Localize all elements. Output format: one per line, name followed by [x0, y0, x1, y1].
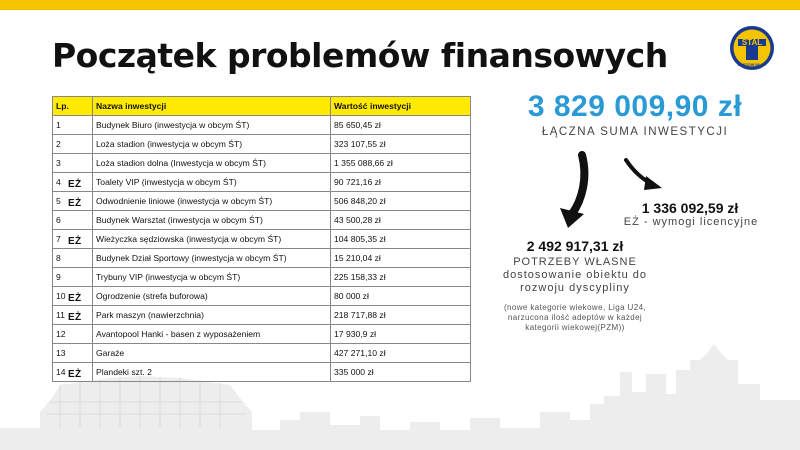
- row-value: 15 210,04 zł: [331, 249, 471, 268]
- row-lp: 12: [53, 325, 93, 344]
- ez-marker: EŻ: [68, 179, 82, 190]
- row-lp: 13: [53, 344, 93, 363]
- row-name: Park maszyn (nawierzchnia): [93, 306, 331, 325]
- own-needs-note: (nowe kategorie wiekowe, Liga U24, narzucona ilość adeptów w każdej kategorii wiekowej(PZM)): [503, 303, 647, 332]
- row-value: 104 805,35 zł: [331, 230, 471, 249]
- own-needs-amount: 2 492 917,31 zł: [526, 238, 624, 254]
- header-name: Nazwa inwestycji: [93, 97, 331, 116]
- ez-marker: EŻ: [68, 293, 82, 304]
- row-value: 17 930,9 zł: [331, 325, 471, 344]
- row-name: Budynek Warsztat (inwestycja w obcym ŚT): [93, 211, 331, 230]
- row-name: Ogrodzenie (strefa buforowa): [93, 287, 331, 306]
- row-name: Loża stadion dolna (Inwestycja w obcym ŚT): [93, 154, 331, 173]
- row-name: Trybuny VIP (inwestycja w obcym ŚT): [93, 268, 331, 287]
- ez-marker: EŻ: [68, 236, 82, 247]
- row-name: Loża stadion (inwestycja w obcym ŚT): [93, 135, 331, 154]
- row-lp: 9: [53, 268, 93, 287]
- row-name: Budynek Dział Sportowy (inwestycja w obcym ŚT): [93, 249, 331, 268]
- row-value: 43 500,28 zł: [331, 211, 471, 230]
- row-value: 323 107,55 zł: [331, 135, 471, 154]
- header-value: Wartość inwestycji: [331, 97, 471, 116]
- row-name: Budynek Biuro (inwestycja w obcym ŚT): [93, 116, 331, 135]
- logo-text-top: STAL: [741, 38, 763, 47]
- ez-marker: EŻ: [68, 198, 82, 209]
- row-value: 90 721,16 zł: [331, 173, 471, 192]
- row-value: 335 000 zł: [331, 363, 471, 382]
- arrow-down-left-head: [560, 208, 584, 228]
- row-lp: 1: [53, 116, 93, 135]
- total-investment-label: ŁĄCZNA SUMA INWESTYCJI: [541, 126, 729, 138]
- row-lp: 11 EŻ: [53, 306, 93, 325]
- row-name: Toalety VIP (inwestycja w obcym ŚT): [93, 173, 331, 192]
- row-lp: 2: [53, 135, 93, 154]
- ez-marker: EŻ: [68, 369, 82, 380]
- header-lp: Lp.: [53, 97, 93, 116]
- row-name: Wieżyczka sędziowska (inwestycja w obcym ŚT): [93, 230, 331, 249]
- ez-requirements-amount: 1 336 092,59 zł: [641, 200, 739, 216]
- row-value: 427 271,10 zł: [331, 344, 471, 363]
- ez-requirements-label: EŻ - wymogi licencyjne: [623, 216, 759, 228]
- row-name: Plandeki szt. 2: [93, 363, 331, 382]
- arrow-down-left-icon: [572, 155, 584, 214]
- row-lp: 6: [53, 211, 93, 230]
- row-lp: 8: [53, 249, 93, 268]
- row-lp: 14 EŻ: [53, 363, 93, 382]
- total-investment-amount: 3 829 009,90 zł: [527, 90, 743, 123]
- ez-marker: EŻ: [68, 312, 82, 323]
- row-value: 80 000 zł: [331, 287, 471, 306]
- row-value: 218 717,88 zł: [331, 306, 471, 325]
- logo-text-bottom: GORZÓW WLKP.: [737, 63, 767, 67]
- row-name: Odwodnienie liniowe (inwestycja w obcym ŚT): [93, 192, 331, 211]
- row-lp: 5 EŻ: [53, 192, 93, 211]
- row-lp: 3: [53, 154, 93, 173]
- row-value: 1 355 088,66 zł: [331, 154, 471, 173]
- row-name: Avantopool Hanki - basen z wyposażeniem: [93, 325, 331, 344]
- own-needs-label: POTRZEBY WŁASNE dostosowanie obiektu do rozwoju dyscypliny: [502, 256, 648, 294]
- row-value: 225 158,33 zł: [331, 268, 471, 287]
- row-value: 506 848,20 zł: [331, 192, 471, 211]
- arrow-down-right-head: [644, 176, 662, 190]
- row-name: Garaże: [93, 344, 331, 363]
- row-lp: 4 EŻ: [53, 173, 93, 192]
- row-value: 85 650,45 zł: [331, 116, 471, 135]
- row-lp: 10 EŻ: [53, 287, 93, 306]
- row-lp: 7 EŻ: [53, 230, 93, 249]
- page-title: Początek problemów finansowych: [52, 36, 668, 75]
